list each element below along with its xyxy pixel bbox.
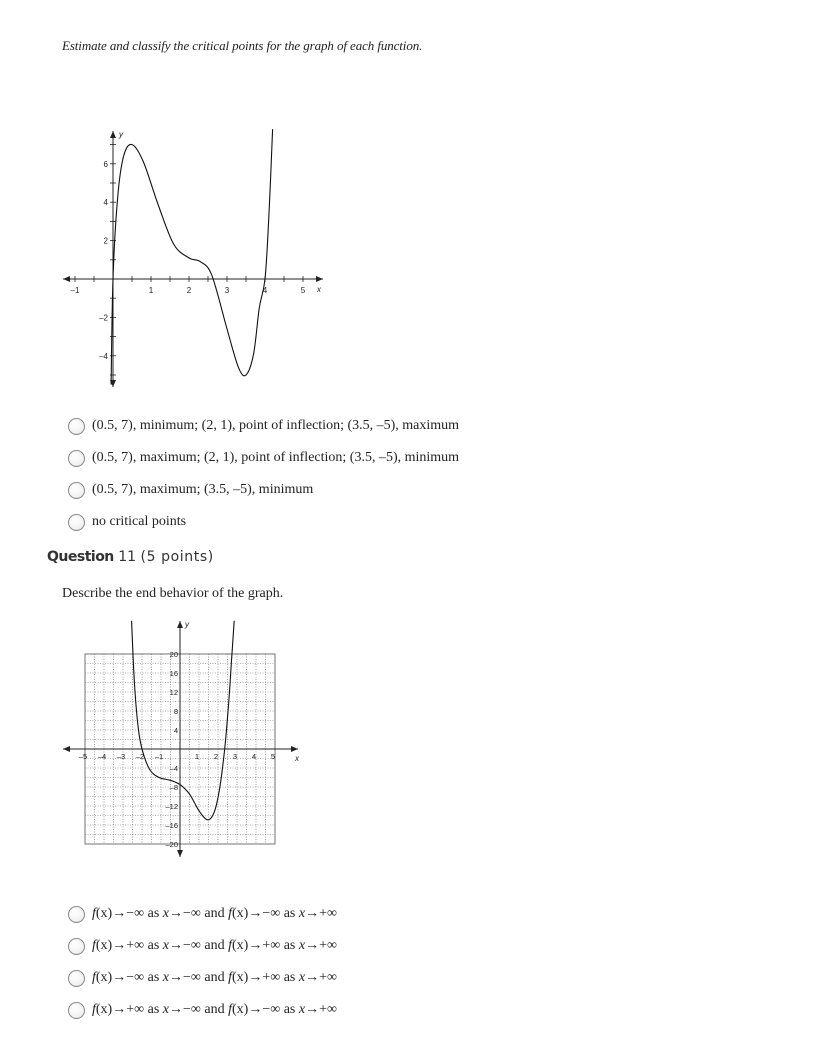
x-axis-arrow xyxy=(291,746,298,752)
y-axis-arrow xyxy=(110,131,116,138)
question-label: Question xyxy=(47,549,114,565)
option-label: (0.5, 7), maximum; (2, 1), point of inflection; (3.5, –5), minimum xyxy=(92,450,460,465)
question11-options xyxy=(68,898,337,1026)
x-tick-label: 1 xyxy=(194,752,200,761)
answer-option[interactable] xyxy=(68,962,337,994)
y-tick-label: 8 xyxy=(173,707,178,716)
option-label: f(x)→−∞ as x→−∞ and f(x)→−∞ as x→+∞ xyxy=(92,906,337,921)
y-tick-label: –4 xyxy=(99,351,108,361)
option-label: f(x)→+∞ as x→−∞ and f(x)→−∞ as x→+∞ xyxy=(92,1002,337,1017)
radio-button[interactable] xyxy=(68,418,85,435)
x-tick-label: 4 xyxy=(251,752,257,761)
radio-button[interactable] xyxy=(68,906,85,923)
question-header xyxy=(47,549,214,565)
y-tick-label: –8 xyxy=(169,783,178,792)
y-tick-label: –4 xyxy=(169,764,178,773)
option-label: f(x)→+∞ as x→−∞ and f(x)→+∞ as x→+∞ xyxy=(92,938,337,953)
x-tick-label: –4 xyxy=(97,752,107,761)
x-axis-label: x xyxy=(317,285,321,294)
y-tick-label: –20 xyxy=(165,840,178,849)
x-tick-label: 5 xyxy=(300,286,306,295)
radio-button[interactable] xyxy=(68,1002,85,1019)
instructions: Estimate and classify the critical points for the graph of each function. xyxy=(62,38,423,53)
answer-option[interactable] xyxy=(68,930,337,962)
function-curve xyxy=(111,129,273,384)
x-tick-label: –1 xyxy=(70,286,80,295)
x-tick-label: 5 xyxy=(270,752,276,761)
x-tick-label: 3 xyxy=(232,752,238,761)
critical-points-graph xyxy=(55,125,335,395)
answer-option[interactable] xyxy=(68,994,337,1026)
question-prompt: Describe the end behavior of the graph. xyxy=(62,586,284,601)
answer-option[interactable] xyxy=(68,442,459,474)
y-axis-arrow xyxy=(177,850,183,857)
x-axis-arrow xyxy=(316,276,323,282)
option-label: no critical points xyxy=(92,514,187,529)
question-number: 11 xyxy=(118,549,137,565)
y-tick-label: 12 xyxy=(169,688,178,697)
x-tick-label: 3 xyxy=(224,286,230,295)
y-tick-label: –12 xyxy=(165,802,178,811)
x-axis-arrow xyxy=(63,276,70,282)
x-tick-label: 2 xyxy=(186,286,192,295)
x-tick-label: 2 xyxy=(213,752,219,761)
y-tick-label: 4 xyxy=(173,726,178,735)
question10-options xyxy=(68,410,459,538)
answer-option[interactable] xyxy=(68,474,459,506)
radio-button[interactable] xyxy=(68,938,85,955)
y-tick-label: 2 xyxy=(103,236,108,246)
y-tick-label: 4 xyxy=(103,198,108,208)
x-tick-label: –3 xyxy=(116,752,126,761)
radio-button[interactable] xyxy=(68,970,85,987)
radio-button[interactable] xyxy=(68,450,85,467)
answer-option[interactable] xyxy=(68,410,459,442)
y-tick-label: 6 xyxy=(103,159,108,169)
x-tick-label: –2 xyxy=(135,752,145,761)
answer-option[interactable] xyxy=(68,506,459,538)
radio-button[interactable] xyxy=(68,482,85,499)
x-axis-arrow xyxy=(63,746,70,752)
y-tick-label: 20 xyxy=(169,650,178,659)
option-label: (0.5, 7), minimum; (2, 1), point of inflection; (3.5, –5), maximum xyxy=(92,418,460,433)
x-tick-label: –1 xyxy=(154,752,164,761)
x-tick-label: 1 xyxy=(148,286,154,295)
y-axis-label: y xyxy=(185,620,189,629)
x-tick-label: 4 xyxy=(262,286,268,295)
radio-button[interactable] xyxy=(68,514,85,531)
option-label: (0.5, 7), maximum; (3.5, –5), minimum xyxy=(92,482,314,497)
y-axis-arrow xyxy=(177,621,183,628)
answer-option[interactable] xyxy=(68,898,337,930)
option-label: f(x)→−∞ as x→−∞ and f(x)→+∞ as x→+∞ xyxy=(92,970,337,985)
y-tick-label: 16 xyxy=(169,669,178,678)
end-behavior-graph xyxy=(55,615,310,865)
y-tick-label: –2 xyxy=(99,313,108,323)
x-axis-label: x xyxy=(295,754,299,763)
x-tick-label: –5 xyxy=(78,752,88,761)
y-tick-label: –16 xyxy=(165,821,178,830)
y-axis-label: y xyxy=(119,130,123,139)
question-points: (5 points) xyxy=(140,549,214,565)
